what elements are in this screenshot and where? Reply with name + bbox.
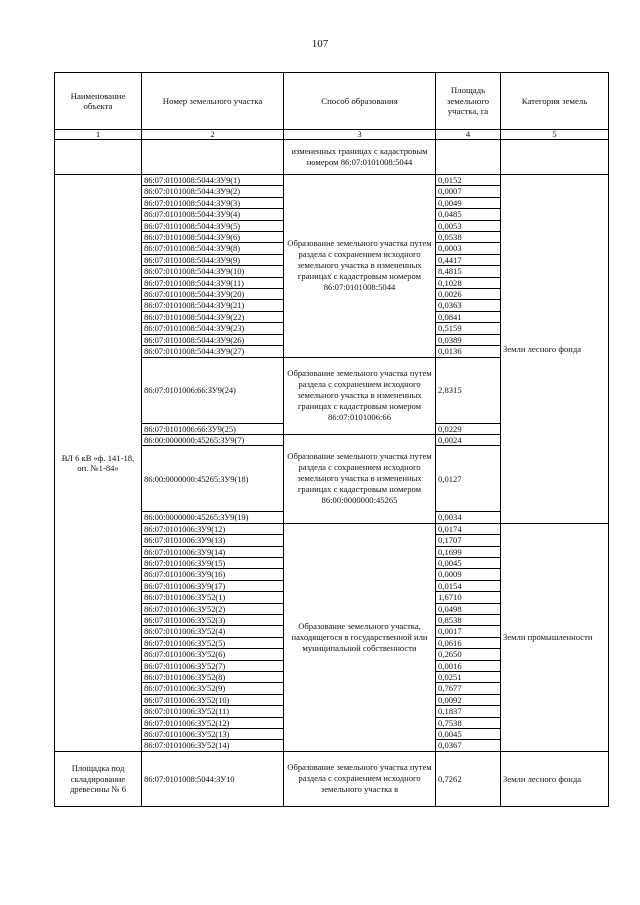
formation-method-cell: Образование земельного участка, находящегося в государственной или муниципальной собственности	[284, 523, 436, 751]
parcel-number-cell: 86:07:0101008:5044:ЗУ9(4)	[142, 209, 284, 220]
column-number: 4	[436, 130, 501, 140]
parcel-number-cell: 86:07:0101008:5044:ЗУ9(10)	[142, 266, 284, 277]
land-category-cell: Земли промышленности	[501, 523, 609, 751]
area-cell: 0,1837	[436, 706, 501, 717]
parcel-number-cell: 86:00:0000000:45265:ЗУ9(19)	[142, 512, 284, 523]
parcel-number-cell: 86:07:0101006:ЗУ52(14)	[142, 740, 284, 751]
empty-cell	[55, 140, 142, 175]
header-category: Категория земель	[501, 73, 609, 130]
parcel-number-cell: 86:07:0101008:5044:ЗУ9(9)	[142, 254, 284, 265]
header-name: Наименование объекта	[55, 73, 142, 130]
area-cell: 0,7262	[436, 751, 501, 806]
area-cell: 0,0154	[436, 580, 501, 591]
header-parcel: Номер земельного участка	[142, 73, 284, 130]
carryover-row	[55, 140, 609, 175]
land-plots-table	[54, 72, 609, 807]
parcel-number-cell: 86:07:0101006:66:ЗУ9(25)	[142, 423, 284, 434]
area-cell: 0,0007	[436, 186, 501, 197]
formation-method-cell: Образование земельного участка путем раздела с сохранением исходного земельного участка в измененных границах с кадастровым номером 86:07:0101008:5044	[284, 175, 436, 358]
parcel-number-cell: 86:07:0101006:ЗУ52(9)	[142, 683, 284, 694]
empty-cell	[436, 140, 501, 175]
column-number: 5	[501, 130, 609, 140]
area-cell: 2,8315	[436, 357, 501, 423]
table-row	[55, 175, 609, 186]
area-cell: 0,0136	[436, 346, 501, 357]
empty-cell	[142, 140, 284, 175]
header-method: Способ образования	[284, 73, 436, 130]
parcel-number-cell: 86:07:0101006:ЗУ9(17)	[142, 580, 284, 591]
column-number-row	[55, 130, 609, 140]
parcel-number-cell: 86:07:0101006:ЗУ52(1)	[142, 592, 284, 603]
area-cell: 0,1707	[436, 535, 501, 546]
area-cell: 0,0026	[436, 289, 501, 300]
parcel-number-cell: 86:07:0101008:5044:ЗУ9(26)	[142, 334, 284, 345]
parcel-number-cell: 86:07:0101006:ЗУ52(11)	[142, 706, 284, 717]
parcel-number-cell: 86:07:0101006:ЗУ52(12)	[142, 717, 284, 728]
parcel-number-cell: 86:07:0101008:5044:ЗУ9(3)	[142, 197, 284, 208]
area-cell: 0,0024	[436, 434, 501, 445]
area-cell: 0,0053	[436, 220, 501, 231]
parcel-number-cell: 86:07:0101008:5044:ЗУ9(5)	[142, 220, 284, 231]
parcel-number-cell: 86:07:0101006:ЗУ9(15)	[142, 557, 284, 568]
header-area: Площадь земельного участка, га	[436, 73, 501, 130]
area-cell: 0,0251	[436, 672, 501, 683]
parcel-number-cell: 86:07:0101006:ЗУ52(8)	[142, 672, 284, 683]
parcel-number-cell: 86:07:0101006:ЗУ9(16)	[142, 569, 284, 580]
area-cell: 0,0016	[436, 660, 501, 671]
parcel-number-cell: 86:07:0101006:ЗУ9(13)	[142, 535, 284, 546]
column-number: 2	[142, 130, 284, 140]
parcel-number-cell: 86:07:0101008:5044:ЗУ9(22)	[142, 311, 284, 322]
area-cell: 0,0092	[436, 694, 501, 705]
area-cell: 0,8538	[436, 614, 501, 625]
parcel-number-cell: 86:07:0101006:ЗУ52(7)	[142, 660, 284, 671]
area-cell: 0,0367	[436, 740, 501, 751]
parcel-number-cell: 86:07:0101006:ЗУ52(5)	[142, 637, 284, 648]
carryover-method-cell: измененных границах с кадастровым номером 86:07:0101008:5044	[284, 140, 436, 175]
area-cell: 0,0229	[436, 423, 501, 434]
parcel-number-cell: 86:00:0000000:45265:ЗУ9(7)	[142, 434, 284, 445]
area-cell: 0,0003	[436, 243, 501, 254]
formation-method-cell: Образование земельного участка путем раздела с сохранением исходного земельного участка в измененных границах с кадастровым номером 86:07:0101006:66	[284, 357, 436, 434]
area-cell: 0,0389	[436, 334, 501, 345]
area-cell: 0,7538	[436, 717, 501, 728]
area-cell: 0,2650	[436, 649, 501, 660]
formation-method-cell: Образование земельного участка путем раздела с сохранением исходного земельного участка в	[284, 751, 436, 806]
parcel-number-cell: 86:07:0101008:5044:ЗУ9(23)	[142, 323, 284, 334]
area-cell: 1,6710	[436, 592, 501, 603]
area-cell: 0,0616	[436, 637, 501, 648]
parcel-number-cell: 86:07:0101008:5044:ЗУ9(8)	[142, 243, 284, 254]
parcel-number-cell: 86:07:0101006:ЗУ52(6)	[142, 649, 284, 660]
parcel-number-cell: 86:07:0101006:ЗУ52(2)	[142, 603, 284, 614]
area-cell: 0,0049	[436, 197, 501, 208]
area-cell: 0,0017	[436, 626, 501, 637]
area-cell: 0,0485	[436, 209, 501, 220]
land-category-cell: Земли лесного фонда	[501, 175, 609, 524]
parcel-number-cell: 86:07:0101008:5044:ЗУ9(2)	[142, 186, 284, 197]
header-row	[55, 73, 609, 130]
parcel-number-cell: 86:07:0101008:5044:ЗУ9(1)	[142, 175, 284, 186]
land-category-cell: Земли лесного фонда	[501, 751, 609, 806]
area-cell: 0,0127	[436, 446, 501, 512]
area-cell: 0,0538	[436, 232, 501, 243]
parcel-number-cell: 86:07:0101006:66:ЗУ9(24)	[142, 357, 284, 423]
parcel-number-cell: 86:07:0101008:5044:ЗУ9(20)	[142, 289, 284, 300]
area-cell: 0,0841	[436, 311, 501, 322]
area-cell: 0,0034	[436, 512, 501, 523]
area-cell: 0,1699	[436, 546, 501, 557]
area-cell: 0,0174	[436, 523, 501, 534]
table-row	[55, 751, 609, 806]
parcel-number-cell: 86:00:0000000:45265:ЗУ9(18)	[142, 446, 284, 512]
formation-method-cell: Образование земельного участка путем раздела с сохранением исходного земельного участка в измененных границах с кадастровым номером 86:00:0000000:45265	[284, 434, 436, 523]
object-name-cell: Площадка под складирование древесины № 6	[55, 751, 142, 806]
object-name-cell: ВЛ 6 кВ «ф. 141-18, оп. №1-84»	[55, 175, 142, 752]
area-cell: 0,0363	[436, 300, 501, 311]
area-cell: 0,1028	[436, 277, 501, 288]
parcel-number-cell: 86:07:0101008:5044:ЗУ9(11)	[142, 277, 284, 288]
area-cell: 0,0009	[436, 569, 501, 580]
parcel-number-cell: 86:07:0101006:ЗУ9(12)	[142, 523, 284, 534]
parcel-number-cell: 86:07:0101006:ЗУ52(13)	[142, 729, 284, 740]
parcel-number-cell: 86:07:0101008:5044:ЗУ9(21)	[142, 300, 284, 311]
column-number: 1	[55, 130, 142, 140]
area-cell: 0,0045	[436, 729, 501, 740]
area-cell: 0,0045	[436, 557, 501, 568]
parcel-number-cell: 86:07:0101008:5044:ЗУ10	[142, 751, 284, 806]
empty-cell	[501, 140, 609, 175]
column-number: 3	[284, 130, 436, 140]
parcel-number-cell: 86:07:0101008:5044:ЗУ9(6)	[142, 232, 284, 243]
parcel-number-cell: 86:07:0101008:5044:ЗУ9(27)	[142, 346, 284, 357]
parcel-number-cell: 86:07:0101006:ЗУ52(10)	[142, 694, 284, 705]
area-cell: 0,0152	[436, 175, 501, 186]
area-cell: 0,4417	[436, 254, 501, 265]
parcel-number-cell: 86:07:0101006:ЗУ9(14)	[142, 546, 284, 557]
parcel-number-cell: 86:07:0101006:ЗУ52(3)	[142, 614, 284, 625]
area-cell: 8,4815	[436, 266, 501, 277]
area-cell: 0,7677	[436, 683, 501, 694]
area-cell: 0,5159	[436, 323, 501, 334]
parcel-number-cell: 86:07:0101006:ЗУ52(4)	[142, 626, 284, 637]
page-number: 107	[311, 38, 329, 50]
area-cell: 0,0498	[436, 603, 501, 614]
